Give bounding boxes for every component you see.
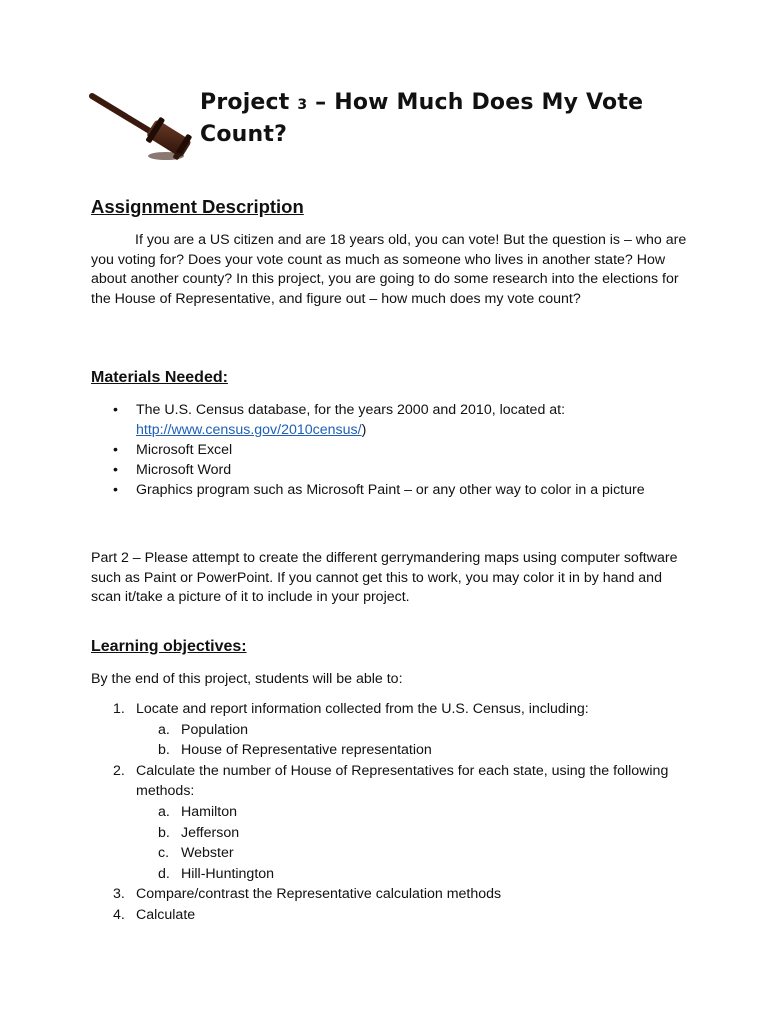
sub-list-item-text: Jefferson — [181, 824, 240, 841]
sub-list-item — [136, 823, 671, 844]
objectives-list — [91, 699, 671, 926]
part2-paragraph: Part 2 – Please attempt to create the different gerrymandering maps using computer software such as Paint or PowerPoint. If you cannot get this to work, you may color it in by hand and scan it/take a picture of it to include in your project. — [91, 550, 678, 606]
sub-list — [136, 720, 671, 761]
list-item — [91, 884, 671, 905]
sub-list-item — [136, 864, 671, 885]
list-item — [91, 400, 651, 440]
sub-list-item-text: Population — [181, 721, 249, 738]
sub-list-item-text: Webster — [181, 845, 234, 862]
page-title — [200, 88, 660, 149]
objectives-heading: Learning objectives: — [91, 638, 247, 655]
list-item — [91, 761, 671, 885]
list-letter: b. — [158, 824, 170, 841]
list-number: 3. — [113, 886, 125, 903]
sub-list-item — [136, 740, 671, 761]
list-item: • Graphics program such as Microsoft Paint – or any other way to color in a picture — [91, 480, 651, 500]
materials-list — [91, 400, 651, 500]
list-item-text: ) — [361, 422, 367, 438]
sub-list-item — [136, 843, 671, 864]
list-item: • Microsoft Word — [91, 460, 651, 480]
title-part1: Project — [200, 90, 298, 115]
title-number: 3 — [297, 97, 308, 113]
sub-list-item-text: Hill-Huntington — [181, 865, 275, 882]
list-item-text: The U.S. Census database, for the years 2000 and 2010, located at: — [136, 402, 566, 418]
materials-heading: Materials Needed: — [91, 369, 228, 386]
list-item-text: Calculate — [136, 906, 196, 923]
list-letter: d. — [158, 865, 170, 882]
list-item — [91, 699, 671, 761]
list-letter: a. — [158, 721, 170, 738]
assignment-heading: Assignment Description — [91, 196, 304, 217]
list-item-text: Compare/contrast the Representative calculation methods — [136, 886, 502, 903]
assignment-paragraph: If you are a US citizen and are 18 years old, you can vote! But the question is – who are you voting for? Does your vote count as much as someone who lives in another state? How about another county? In this project, you are going to do some research into the elections for the House of Representative, and figure out – how much does my vote count? — [91, 232, 687, 307]
sub-list — [136, 802, 671, 884]
objectives-intro: By the end of this project, students will be able to: — [91, 671, 403, 687]
list-letter: b. — [158, 742, 170, 759]
title-part2: – How Much Does My Vote Count? — [200, 90, 644, 147]
list-letter: a. — [158, 803, 170, 820]
gavel-icon — [88, 90, 198, 162]
sub-list-item-text: House of Representative representation — [181, 742, 432, 759]
sub-list-item-text: Hamilton — [181, 803, 237, 820]
list-item: • Microsoft Excel — [91, 440, 651, 460]
census-link[interactable]: http://www.census.gov/2010census/ — [136, 422, 362, 438]
list-item-text: Locate and report information collected from the U.S. Census, including: — [136, 701, 589, 717]
list-number: 4. — [113, 906, 125, 923]
list-number: 1. — [113, 701, 125, 717]
list-item-text: Calculate the number of House of Representatives for each state, using the following methods: — [136, 762, 669, 800]
sub-list-item — [136, 802, 671, 823]
sub-list-item — [136, 720, 671, 741]
list-number: 2. — [113, 762, 125, 779]
list-letter: c. — [158, 845, 170, 862]
list-item — [91, 905, 671, 926]
